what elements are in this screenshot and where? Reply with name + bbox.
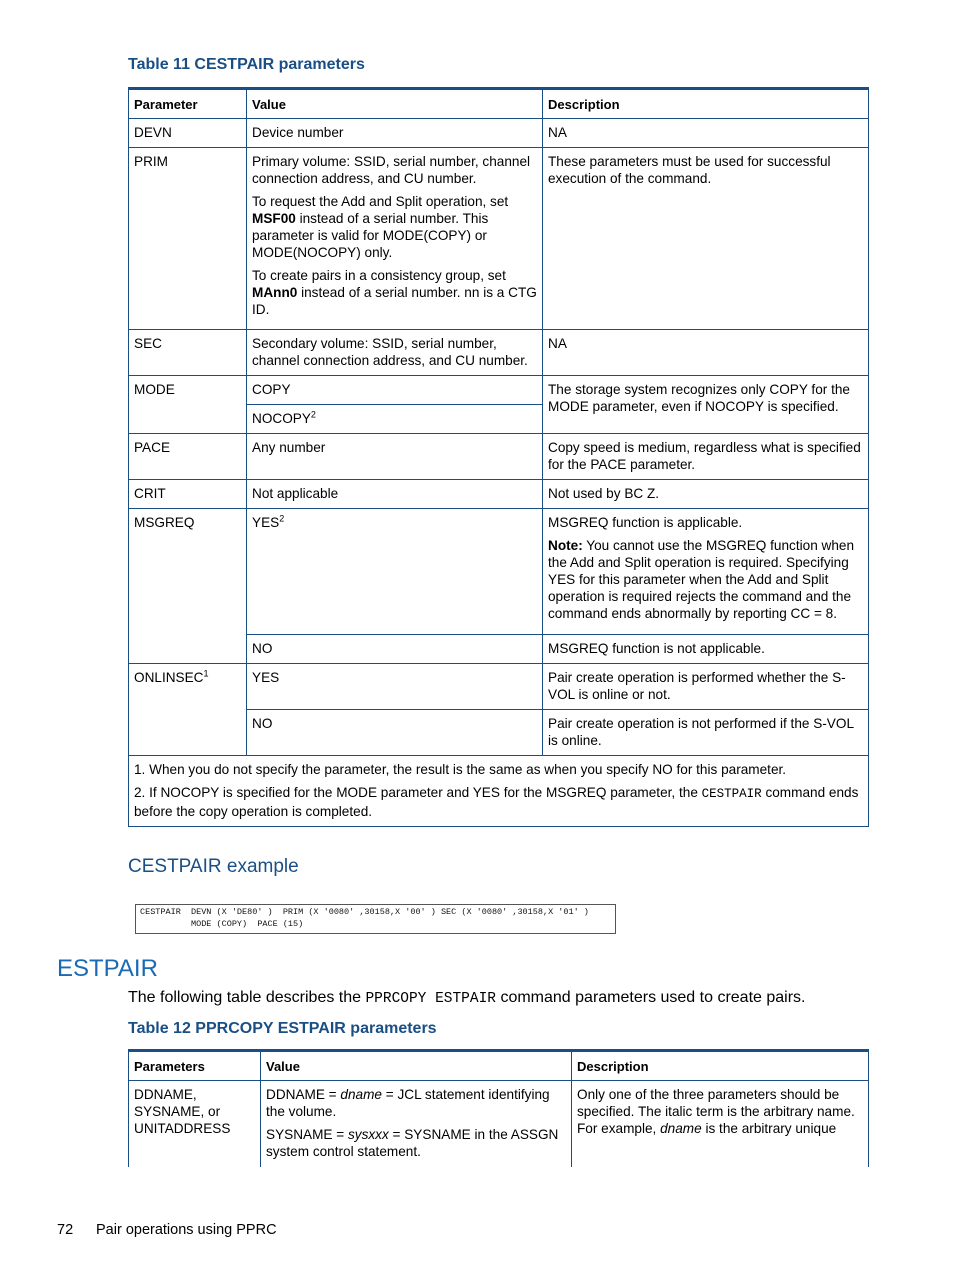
table-row [129,119,869,148]
desc-onlinsec-no: Pair create operation is not performed if the S-VOL is online. [543,710,869,756]
desc-msgreq-yes [543,509,869,635]
code-line-2: MODE (COPY) PACE (15) [140,918,304,929]
table-row [129,664,869,710]
value-pace: Any number [247,434,543,480]
param-ddname: DDNAME, SYSNAME, or UNITADDRESS [129,1081,261,1167]
code-line-1: CESTPAIR DEVN (X 'DE80' ) PRIM (X '0080' ,30158,X '00' ) SEC (X '0080' ,30158,X '01' ) [140,907,589,917]
param-devn: DEVN [129,119,247,148]
table12 [128,1049,869,1167]
value-mode-nocopy: NOCOPY$^2$ [247,405,543,434]
table11-footnotes-row [129,756,869,827]
prim-value-p3: To create pairs in a consistency group, set MAnn0 instead of a serial number. nn is a CTG ID. [252,268,537,317]
param-pace: PACE [129,434,247,480]
header-value: Value [247,89,543,119]
table-row [129,330,869,376]
desc-pace: Copy speed is medium, regardless what is specified for the PACE parameter. [543,434,869,480]
value-msgreq-yes: YES$^2$ [247,509,543,635]
table-row [129,434,869,480]
table11-caption: Table 11 CESTPAIR parameters [128,56,365,73]
prim-value-p2: To request the Add and Split operation, set MSF00 instead of a serial number. This parameter is valid for MODE(COPY) or MODE(NOCOPY) only. [252,194,509,260]
desc-onlinsec-yes: Pair create operation is performed whether the S-VOL is online or not. [543,664,869,710]
header-description: Description [543,89,869,119]
value-prim [247,148,543,330]
footer-section-title: Pair operations using PPRC [96,1222,277,1238]
value-ddname [261,1081,572,1167]
param-msgreq: MSGREQ [129,509,247,664]
value-crit: Not applicable [247,480,543,509]
value-devn: Device number [247,119,543,148]
example-code-block [135,904,616,934]
header-parameter: Parameter [129,89,247,119]
desc-prim: These parameters must be used for successful execution of the command. [543,148,869,330]
footnote-1: 1. When you do not specify the parameter, the result is the same as when you specify NO for this parameter. [134,762,787,777]
table-row [129,148,869,330]
table11-header-row [129,89,869,119]
example-heading: CESTPAIR example [128,856,299,877]
footnote-2: 2. If NOCOPY is specified for the MODE parameter and YES for the MSGREQ parameter, the CESTPAIR command ends before the copy operation is completed. [134,785,859,819]
desc-mode: The storage system recognizes only COPY for the MODE parameter, even if NOCOPY is specified. [543,376,869,434]
param-mode: MODE [129,376,247,434]
desc-msgreq-no: MSGREQ function is not applicable. [543,635,869,664]
value-onlinsec-yes: YES [247,664,543,710]
value-mode-copy: COPY [247,376,543,405]
table11 [128,87,869,827]
header-value: Value [261,1051,572,1081]
ddname-value-p1: DDNAME = dname = JCL statement identifying the volume. [266,1087,550,1119]
param-crit: CRIT [129,480,247,509]
param-onlinsec: ONLINSEC$^1$ [129,664,247,756]
header-parameters: Parameters [129,1051,261,1081]
value-sec: Secondary volume: SSID, serial number, channel connection address, and CU number. [247,330,543,376]
table12-caption: Table 12 PPRCOPY ESTPAIR parameters [128,1020,437,1037]
page-number: 72 [57,1222,74,1238]
param-prim: PRIM [129,148,247,330]
msgreq-desc-p1: MSGREQ function is applicable. [548,515,743,530]
value-onlinsec-no: NO [247,710,543,756]
param-sec: SEC [129,330,247,376]
table-row [129,376,869,405]
estpair-heading: ESTPAIR [57,955,158,982]
desc-ddname: Only one of the three parameters should be specified. The italic term is the arbitrary name. For example, dname is the arbitrary unique [572,1081,869,1167]
ddname-value-p2: SYSNAME = sysxxx = SYSNAME in the ASSGN system control statement. [266,1127,559,1159]
msgreq-note: Note: You cannot use the MSGREQ function when the Add and Split operation is required. Specifying YES for this parameter when the Add and Split operation is required rejects the command and the command ends abnormally by reporting CC = 8. [548,538,855,621]
table12-header-row [129,1051,869,1081]
estpair-intro: The following table describes the PPRCOPY ESTPAIR command parameters used to create pairs. [128,989,806,1007]
table11-footnotes [129,756,869,827]
table-row [129,1081,869,1167]
desc-crit: Not used by BC Z. [543,480,869,509]
value-msgreq-no: NO [247,635,543,664]
table-row [129,480,869,509]
prim-value-p1: Primary volume: SSID, serial number, channel connection address, and CU number. [252,154,531,186]
header-description: Description [572,1051,869,1081]
desc-devn: NA [543,119,869,148]
desc-sec: NA [543,330,869,376]
table-row [129,509,869,635]
